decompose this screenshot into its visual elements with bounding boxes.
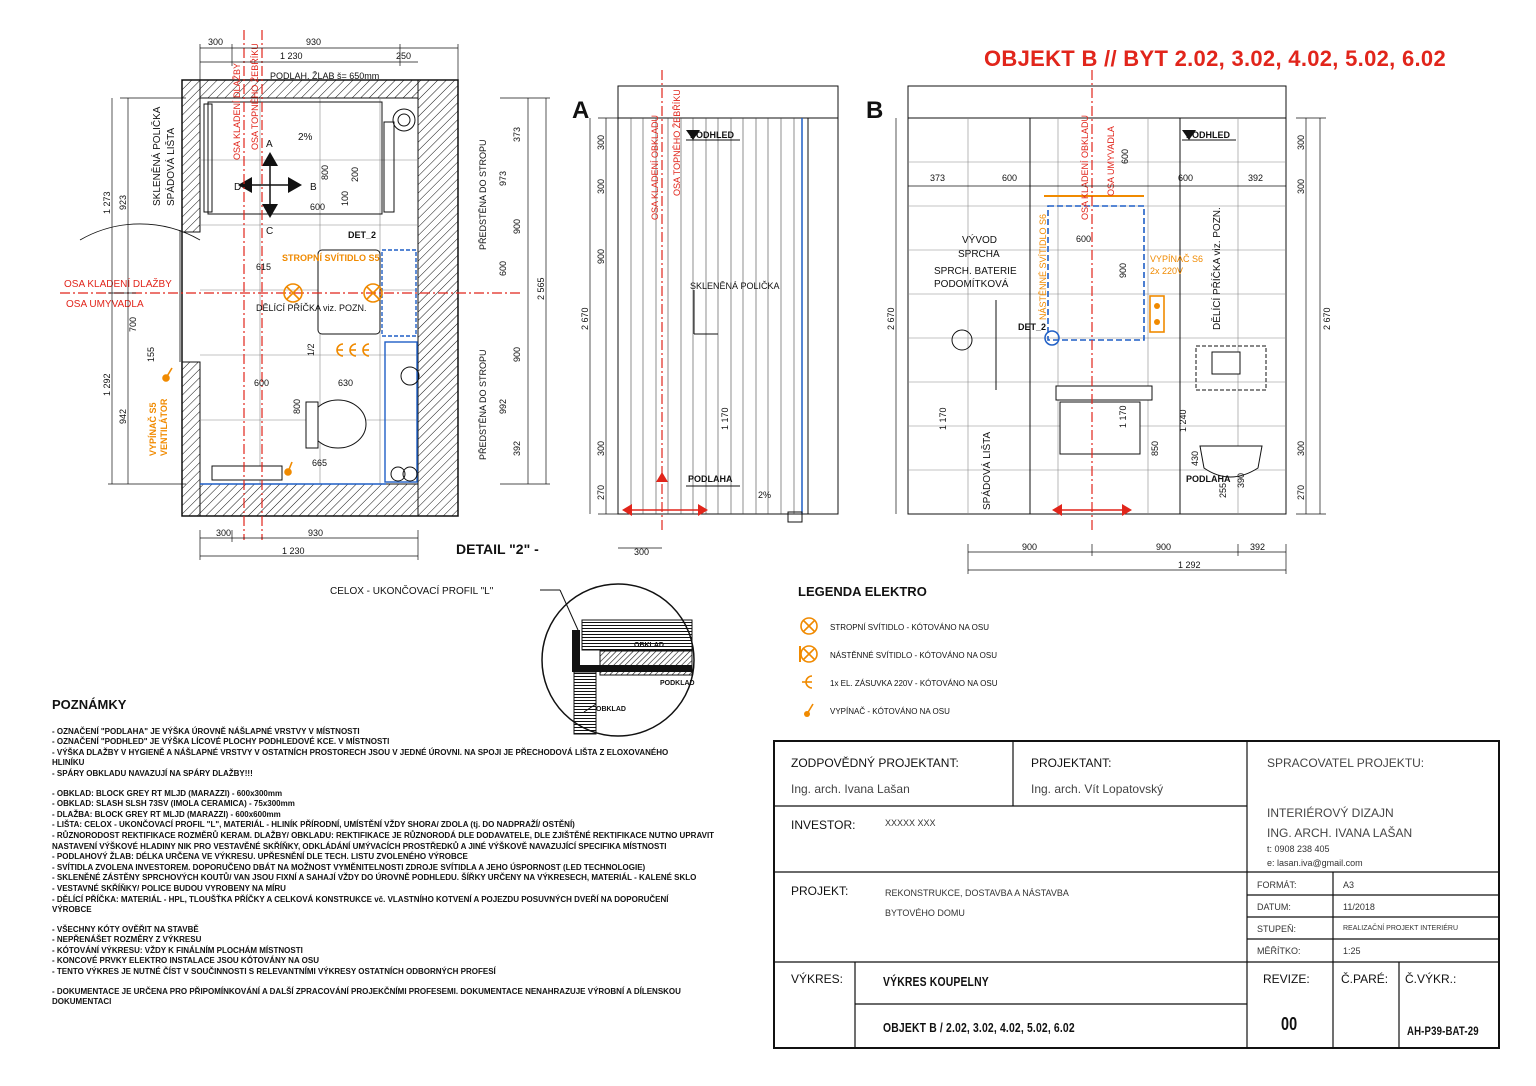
plan-right-dim-2: 973 <box>498 170 508 186</box>
plan-inner-dim-6: 600 <box>254 378 270 388</box>
plan-detail-ref: DET_2 <box>348 230 377 240</box>
elevation-b <box>866 70 1332 574</box>
note-spacer <box>52 978 762 987</box>
plan-inner-dim-2: 800 <box>320 164 330 180</box>
elev-a-slope: 2% <box>758 490 772 500</box>
elev-a-dim-7: 270 <box>596 484 606 500</box>
note-line: - SVÍTIDLA ZVOLENA INVESTOREM. DOPORUČENO DBÁT NA MOŽNOST VYMĚNITELNOSTI ZDROJE SVÍTIDLA A JEHO ÚSPORNOST (LED TECHNOLOGIE) <box>52 862 646 872</box>
note-line: - VESTAVNÉ SKŘÍŇKY/ POLICE BUDOU VYROBENY NA MÍRU <box>52 883 286 893</box>
plan-inner-dim-4: 200 <box>350 166 360 182</box>
elev-a-floor-label: PODLAHA <box>688 474 733 484</box>
elev-b-mixer-label: SPRCH. BATERIE <box>934 266 1017 277</box>
responsible-designer-label: ZODPOVĚDNÝ PROJEKTANT: <box>791 756 959 770</box>
plan-left-dim-4: 155 <box>146 346 156 362</box>
elev-b-bottom-dim-3: 392 <box>1250 542 1266 552</box>
legend-item-label: 1x EL. ZÁSUVKA 220V - KÓTOVÁNO NA OSU <box>830 678 998 688</box>
plan-inner-dim-8: 800 <box>292 398 302 414</box>
elev-b-basin-axis: OSA UMYVADLA <box>1106 126 1116 196</box>
legend-item <box>798 613 997 641</box>
elev-b-inner-dim-1: 600 <box>1076 234 1092 244</box>
plan-shelf-label: SKLENĚNÁ POLIČKA <box>152 106 163 206</box>
slope-percent: 2% <box>298 132 313 143</box>
elevation-a <box>572 70 838 557</box>
elev-b-top-dim-1: 373 <box>930 173 946 183</box>
elev-b-outlet-label: VÝVOD <box>962 235 998 246</box>
elev-b-inner-dim-8: 390 <box>1236 472 1246 488</box>
title-block <box>773 740 1500 1049</box>
note-line: - KONCOVÉ PRVKY ELEKTRO INSTALACE JSOU KÓTOVÁNY NA OSU <box>52 956 319 966</box>
elev-b-inner-dim-5: 1 240 <box>1178 409 1188 432</box>
stage-label: STUPEŇ: <box>1257 924 1297 934</box>
plan-tile-axis-v: OSA KLADENÍ DLAŽBY <box>232 62 242 160</box>
drawing-object: OBJEKT B / 2.02, 3.02, 4.02, 5.02, 6.02 <box>883 1020 1075 1035</box>
drawing-name: VÝKRES KOUPELNY <box>883 974 989 989</box>
plan-prewall-label-1: PŘEDSTĚNA DO STROPU <box>478 139 488 250</box>
elevation-b-letter: B <box>866 97 884 124</box>
plan-heater-axis: OSA TOPNÉHO ŽEBŘÍKU <box>250 43 260 150</box>
elev-b-floor-label: PODLAHA <box>1186 474 1231 484</box>
elev-a-dim-1: 300 <box>596 134 606 150</box>
project-label: PROJEKT: <box>791 884 849 898</box>
elev-b-inner-dim-2: 900 <box>1118 262 1128 278</box>
elev-b-shower-label: SPRCHA <box>958 249 1000 260</box>
revision-value: 00 <box>1281 1014 1298 1034</box>
elev-b-inner-dim-7: 255 <box>1218 482 1228 498</box>
plan-ceiling-light-label: STROPNÍ SVÍTIDLO S5 <box>282 253 380 263</box>
detail-profile-label: CELOX - UKONČOVACÍ PROFIL "L" <box>330 586 494 597</box>
processor-line-2: ING. ARCH. IVANA LAŠAN <box>1267 826 1413 840</box>
elev-b-inner-dim-3: 1 170 <box>1118 405 1128 428</box>
plan-left-dim-5: 942 <box>118 408 128 424</box>
plan-right-dim-3: 900 <box>512 218 522 234</box>
floor-plan <box>60 30 550 560</box>
elev-b-top-dim-5: 392 <box>1248 173 1264 183</box>
note-line: - DOKUMENTACE JE URČENA PRO PŘIPOMÍNKOVÁNÍ A DALŠÍ ZPRACOVÁNÍ PROJEKČNÍMI PROFESEMI. DOKUMENTACE NENAHRAZUJE VÝROBNÍ A DÍLENSKOU <box>52 986 681 996</box>
drawing-label: VÝKRES: <box>791 972 844 986</box>
legend-item <box>798 641 997 669</box>
elev-b-ceiling-label: PODHLED <box>1186 130 1231 140</box>
plan-left-dim-6: 1 292 <box>102 373 112 396</box>
plan-bottom-dim-1: 300 <box>216 528 232 538</box>
ceiling-light-icon <box>798 615 830 639</box>
note-spacer <box>52 780 762 789</box>
elev-a-dim-8: 300 <box>634 547 650 557</box>
note-line: - RŮZNORODOST REKTIFIKACE ROZMĚRŮ KERAM. DLAŽBY/ OBKLADU: REKTIFIKACE JE RŮZNORODÁ DLE DODAVATELE, DLE ZJIŠTĚNÉ REKTIFIKACE NUTNO UPRAVIT <box>52 830 715 840</box>
plan-partition-label: DĚLÍCÍ PŘÍČKA viz. POZN. <box>256 303 367 313</box>
project-line-2: BYTOVÉHO DOMU <box>885 908 965 918</box>
plan-top-dim-1: 300 <box>208 37 224 47</box>
project-line-1: REKONSTRUKCE, DOSTAVBA A NÁSTAVBA <box>885 888 1069 898</box>
drawing-number-label: Č.VÝKR.: <box>1405 972 1457 986</box>
elev-b-bottom-dim-1: 900 <box>1022 542 1038 552</box>
notes-section <box>52 697 762 1008</box>
elev-b-concealed-label: PODOMÍTKOVÁ <box>934 279 1009 290</box>
plan-top-dim-2: 930 <box>306 37 322 47</box>
processor-phone: t: 0908 238 405 <box>1267 844 1330 854</box>
plan-right-dim-1: 373 <box>512 126 522 142</box>
detail-obklad-label: OBKLAD <box>634 642 664 649</box>
scale-value: 1:25 <box>1343 946 1361 956</box>
processor-line-1: INTERIÉROVÝ DIZAJN <box>1267 806 1394 820</box>
detail-title: DETAIL "2" - <box>456 541 539 557</box>
drawing-header-title: OBJEKT B // BYT 2.02, 3.02, 4.02, 5.02, 6.02 <box>984 46 1446 71</box>
elev-a-dim-2: 300 <box>596 178 606 194</box>
elev-b-top-dim-3: 600 <box>1120 148 1130 164</box>
processor-email: e: lasan.iva@gmail.com <box>1267 858 1363 868</box>
plan-bottom-dim-2: 930 <box>308 528 324 538</box>
note-line: - SKLENĚNÉ ZÁSTĚNY SPRCHOVÝCH KOUTŮ/ VAN JSOU FIXNÍ A SAHAJÍ VŽDY DO ÚROVNĚ PODHLEDU. ŠÍŘKY URČENY NA VÝKRESECH, MATERIÁL - KALENÉ SKLO <box>52 873 697 883</box>
plan-right-dim-5: 2 565 <box>536 277 546 300</box>
date-label: DATUM: <box>1257 902 1291 912</box>
processor-label: SPRACOVATEL PROJEKTU: <box>1267 756 1425 770</box>
legend <box>798 584 997 725</box>
plan-right-dim-8: 392 <box>512 440 522 456</box>
plan-inner-dim-7: 630 <box>338 378 354 388</box>
elev-b-left-dim-2: 1 170 <box>938 407 948 430</box>
responsible-designer-value: Ing. arch. Ivana Lašan <box>791 782 910 796</box>
note-line: - OBKLAD: BLOCK GREY RT MLJD (MARAZZI) - 600x300mm <box>52 788 283 798</box>
socket-icon <box>798 671 830 695</box>
elev-a-heater-axis: OSA TOPNÉHO ŽEBŘÍKU <box>672 89 682 196</box>
note-line: - VÝŠKA DLAŽBY V HYGIENĚ A NÁŠLAPNÉ VRSTVY V OSTATNÍCH PROSTORECH JSOU V JEDNÉ ÚROVNI. NA SPOJI JE PŘECHODOVÁ LIŠTA Z ELOXOVANÉHO <box>52 747 669 757</box>
compass-icon <box>238 152 302 218</box>
switch-icon <box>798 699 830 723</box>
elevation-a-letter: A <box>572 97 590 124</box>
plan-basin-axis: OSA UMYVADLA <box>66 299 144 310</box>
note-line: - PODLAHOVÝ ŽLAB: DÉLKA URČENA VE VÝKRESU. UPŘESNĚNÍ DLE TECH. LISTU ZVOLENÉHO VÝROBCE <box>52 852 468 862</box>
legend-item-label: NÁSTĚNNÉ SVÍTIDLO - KÓTOVÁNO NA OSU <box>830 650 997 660</box>
plan-ventilator-label: VENTILÁTOR <box>159 398 169 456</box>
investor-label: INVESTOR: <box>791 818 856 832</box>
elev-b-right-dim-3: 2 670 <box>1322 307 1332 330</box>
legend-item-label: STROPNÍ SVÍTIDLO - KÓTOVÁNO NA OSU <box>830 622 989 632</box>
elev-a-shelf-label: SKLENĚNÁ POLIČKA <box>690 281 780 291</box>
plan-tile-axis-h: OSA KLADENÍ DLAŽBY <box>64 279 172 290</box>
note-line: HLINÍKU <box>52 758 85 768</box>
note-line: - LIŠTA: CELOX - UKONČOVACÍ PROFIL "L", MATERIÁL - HLINÍK PŘÍRODNÍ, UMÍSTĚNÍ VŽDY SHORA/ ZDOLA (tj. DO NADPRAŽÍ/ OSTĚNÍ) <box>52 820 575 830</box>
socket-icon <box>337 344 369 356</box>
note-line: DOKUMENTACI <box>52 997 112 1007</box>
note-line: - OZNAČENÍ "PODHLED" JE VÝŠKA LÍCOVÉ PLOCHY PODHLEDOVÉ KCE. V MÍSTNOSTI <box>52 737 390 747</box>
elev-b-bottom-dim-4: 1 292 <box>1178 560 1201 570</box>
plan-slope-strip-label: SPÁDOVÁ LIŠTA <box>166 127 177 206</box>
copy-number-label: Č.PARÉ: <box>1341 972 1389 986</box>
elev-b-tile-axis: OSA KLADENÍ OBKLADU <box>1080 114 1090 220</box>
elev-b-switch-label: VYPÍNAČ S6 <box>1150 254 1204 264</box>
elev-b-left-dim-1: 2 670 <box>886 307 896 330</box>
detail-obklad2-label: OBKLAD <box>596 706 626 713</box>
note-line: - OZNAČENÍ "PODLAHA" JE VÝŠKA ÚROVNĚ NÁŠLAPNÉ VRSTVY V MÍSTNOSTI <box>52 726 360 736</box>
plan-right-dim-4: 600 <box>498 260 508 276</box>
date-value: 11/2018 <box>1343 902 1375 912</box>
detail-podklad-label: PODKLAD <box>660 680 695 687</box>
elev-a-dim-3: 900 <box>596 248 606 264</box>
elev-b-slope-strip-label: SPÁDOVÁ LIŠTA <box>982 431 993 510</box>
stage-value: REALIZAČNÍ PROJEKT INTERIÉRU <box>1343 925 1459 932</box>
elev-a-dim-6: 300 <box>596 440 606 456</box>
elev-a-dim-5: 1 170 <box>720 407 730 430</box>
plan-inner-dim-10: 1/2 <box>306 343 316 356</box>
plan-right-dim-6: 900 <box>512 346 522 362</box>
plan-inner-dim-1: 615 <box>256 262 272 272</box>
note-line: - NEPŘENÁŠET ROZMĚRY Z VÝKRESU <box>52 935 202 945</box>
plan-inner-dim-9: 665 <box>312 458 328 468</box>
revision-label: REVIZE: <box>1263 972 1310 986</box>
plan-bottom-dim-3: 1 230 <box>282 546 305 556</box>
note-line: - VŠECHNY KÓTY OVĚŘIT NA STAVBĚ <box>52 924 199 934</box>
plan-top-dim-4: 1 230 <box>280 51 303 61</box>
compass-a-label: A <box>266 139 273 150</box>
legend-item-label: VYPÍNAČ - KÓTOVÁNO NA OSU <box>830 706 950 716</box>
elev-b-inner-dim-6: 430 <box>1190 450 1200 466</box>
plan-prewall-label-2: PŘEDSTĚNA DO STROPU <box>478 349 488 460</box>
notes-title: POZNÁMKY <box>52 697 127 712</box>
plan-left-dim-1: 923 <box>118 194 128 210</box>
elev-b-socket-label: 2x 220V <box>1150 266 1184 276</box>
note-line: - DĚLÍCÍ PŘÍČKA: MATERIÁL - HPL, TLOUŠŤKA PŘÍČKY A CELKOVÁ KONSTRUKCE vč. VLASTNÍHO KOTVENÍ A POJEZDU POSUVNÝCH DVEŘÍ NA DOPORUČENÍ <box>52 894 669 904</box>
plan-inner-dim-5: 100 <box>340 190 350 206</box>
plan-top-dim-3: 250 <box>396 51 412 61</box>
note-line: NASTAVENÍ VÝŠKOVÉ HLADINY NIK PRO VESTAVĚNÉ SKŘÍŇKY, ODKLÁDÁNÍ UMÝVACÍCH PROSTŘEDKŮ A JINÉ VÝŠKOVĚ NAVAZUJÍCÍ SPECIFIKA MÍSTNOSTI <box>52 841 667 851</box>
format-label: FORMÁT: <box>1257 880 1297 890</box>
elev-a-tile-axis: OSA KLADENÍ OBKLADU <box>650 114 660 220</box>
elev-b-top-dim-2: 600 <box>1002 173 1018 183</box>
drawing-number-value: AH-P39-BAT-29 <box>1407 1024 1479 1038</box>
legend-item <box>798 669 997 697</box>
elev-b-inner-dim-4: 850 <box>1150 440 1160 456</box>
compass-d-label: D <box>234 182 242 193</box>
note-line: - SPÁRY OBKLADU NAVAZUJÍ NA SPÁRY DLAŽBY!!! <box>52 768 253 778</box>
designer-value: Ing. arch. Vít Lopatovský <box>1031 782 1164 796</box>
elev-b-right-dim-1: 300 <box>1296 134 1306 150</box>
plan-right-dim-7: 992 <box>498 398 508 414</box>
wall-light-icon <box>798 643 830 667</box>
legend-title: LEGENDA ELEKTRO <box>798 584 927 599</box>
plan-left-dim-2: 1 273 <box>102 191 112 214</box>
note-line: - TENTO VÝKRES JE NUTNÉ ČÍST V SOUČINNOSTI S RELEVANTNÍMI VÝKRESY OSTATNÍCH ODBORNÝCH PROFESÍ <box>52 967 496 977</box>
note-spacer <box>52 916 762 925</box>
plan-gutter-label: PODLAH. ŽLAB š= 650mm <box>270 71 380 81</box>
elev-b-partition-label: DĚLÍCÍ PŘÍČKA viz. POZN. <box>1212 207 1223 330</box>
elev-b-bottom-dim-2: 900 <box>1156 542 1172 552</box>
format-value: A3 <box>1343 880 1355 890</box>
elev-b-right-dim-5: 270 <box>1296 484 1306 500</box>
plan-inner-dim-3: 600 <box>310 202 326 212</box>
scale-label: MĚŘÍTKO: <box>1257 946 1301 956</box>
elev-b-right-dim-2: 300 <box>1296 178 1306 194</box>
plan-left-dim-3: 700 <box>128 316 138 332</box>
compass-b-label: B <box>310 182 317 193</box>
elev-a-ceiling-label: PODHLED <box>690 130 735 140</box>
elev-b-top-dim-4: 600 <box>1178 173 1194 183</box>
note-line: - KÓTOVÁNÍ VÝKRESU: VŽDY K FINÁLNÍM PLOCHÁM MÍSTNOSTI <box>52 945 303 955</box>
elev-b-detail-ref: DET_2 <box>1018 322 1047 332</box>
elev-a-dim-4: 2 670 <box>580 307 590 330</box>
note-line: - DLAŽBA: BLOCK GREY RT MLJD (MARAZZI) - 600x600mm <box>52 809 281 819</box>
compass-c-label: C <box>266 226 274 237</box>
elev-b-right-dim-4: 300 <box>1296 440 1306 456</box>
note-line: VÝROBCE <box>52 905 92 915</box>
elev-b-wall-light-label: NÁSTĚNNÉ SVÍTIDLO S6 <box>1038 213 1048 320</box>
designer-label: PROJEKTANT: <box>1031 756 1112 770</box>
investor-value: XXXXX XXX <box>885 818 936 828</box>
note-line: - OBKLAD: SLASH SLSH 73SV (IMOLA CERAMICA) - 75x300mm <box>52 799 295 809</box>
plan-switch-label: VYPÍNAČ S5 <box>148 402 158 456</box>
legend-item <box>798 697 997 725</box>
